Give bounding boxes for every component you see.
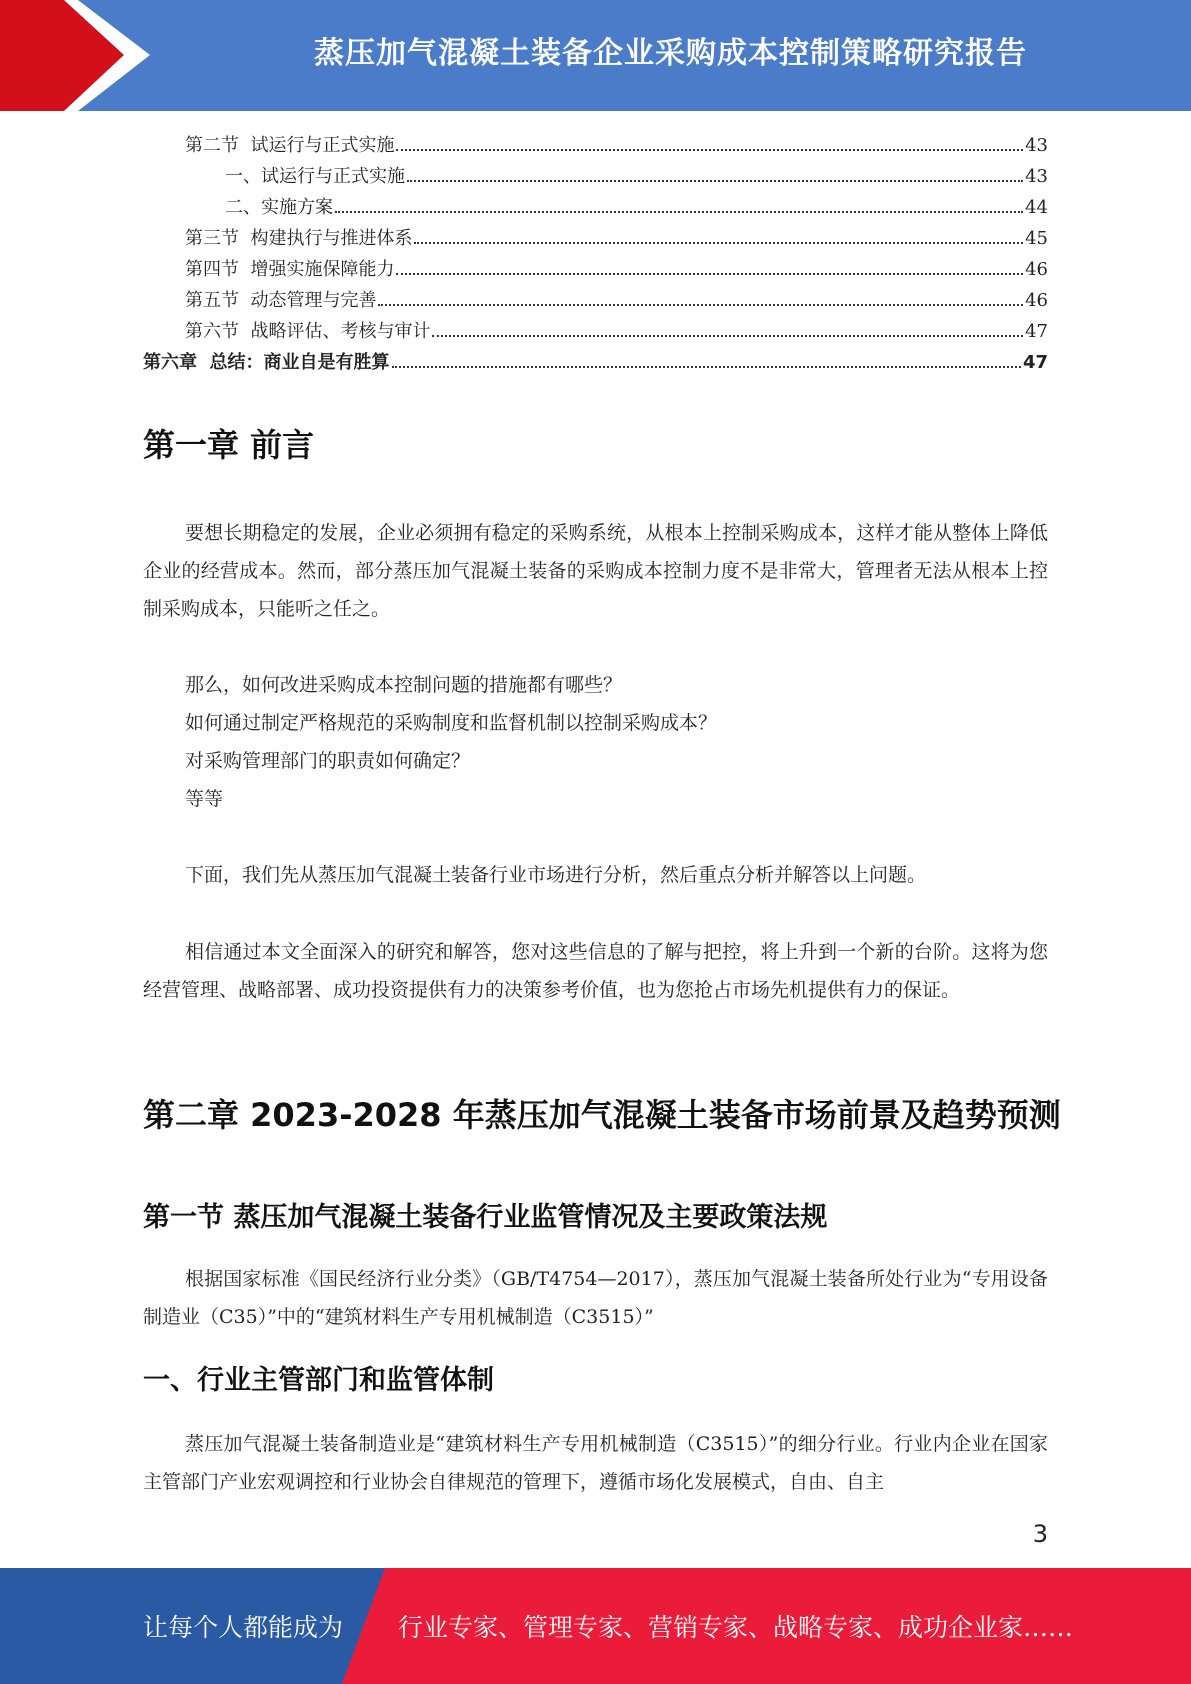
- toc-entry[interactable]: [143, 223, 1048, 254]
- toc-dot-leader: [335, 211, 1023, 213]
- toc-dot-leader: [396, 149, 1023, 151]
- toc-dot-leader: [432, 335, 1023, 337]
- toc-entry[interactable]: [143, 285, 1048, 316]
- toc-entry[interactable]: [143, 254, 1048, 285]
- toc-entry[interactable]: [143, 130, 1048, 161]
- section-1-heading: 第一节 蒸压加气混凝土装备行业监管情况及主要政策法规: [143, 1202, 828, 1233]
- page-footer: [0, 1568, 1191, 1684]
- toc-entry-label: 第五节 动态管理与完善: [185, 290, 377, 311]
- toc-entry-page: 47: [1022, 352, 1048, 373]
- toc-entry-label: 一、试运行与正式实施: [225, 166, 405, 187]
- toc-entry-page: 45: [1025, 228, 1048, 249]
- toc-dot-leader: [407, 180, 1023, 182]
- toc-entry-page: 47: [1025, 321, 1048, 342]
- question-line-2: 如何通过制定严格规范的采购制度和监督机制以控制采购成本？: [185, 712, 718, 734]
- toc-entry-page: 43: [1025, 135, 1048, 156]
- question-line-4: 等等: [185, 788, 224, 810]
- chapter-1-heading: 第一章 前言: [143, 426, 315, 464]
- subsection-1-paragraph: 蒸压加气混凝土装备制造业是“建筑材料生产专用机械制造（C3515）”的细分行业。行业内企业在国家主管部门产业宏观调控和行业协会自律规范的管理下，遵循市场化发展模式，自由、自主: [143, 1433, 1048, 1493]
- toc-dot-leader: [378, 304, 1023, 306]
- toc-entry-page: 43: [1025, 166, 1048, 187]
- toc-entry-page: 46: [1025, 259, 1048, 280]
- chapter-1-paragraph-2: 下面，我们先从蒸压加气混凝土装备行业市场进行分析，然后重点分析并解答以上问题。: [185, 864, 927, 886]
- toc-entry-label: 二、实施方案: [225, 197, 333, 218]
- chapter-1-paragraph-1: 要想长期稳定的发展，企业必须拥有稳定的采购系统，从根本上控制采购成本，这样才能从整体上降低企业的经营成本。然而，部分蒸压加气混凝土装备的采购成本控制力度不是非常大，管理者无法从根本上控制采购成本，只能听之任之。: [143, 522, 1048, 620]
- chapter-2-heading: 第二章 2023-2028 年蒸压加气混凝土装备市场前景及趋势预测: [143, 1096, 1061, 1134]
- header-chevron-decoration: [0, 0, 160, 111]
- toc-dot-leader: [392, 366, 1021, 368]
- toc-dot-leader: [414, 242, 1023, 244]
- chapter-1-paragraph-3: 相信通过本文全面深入的研究和解答，您对这些信息的了解与把控，将上升到一个新的台阶。这将为您经营管理、战略部署、成功投资提供有力的决策参考价值，也为您抢占市场先机提供有力的保证。: [143, 941, 1048, 1001]
- toc-entry[interactable]: [143, 347, 1048, 378]
- section-1-paragraph: 根据国家标准《国民经济行业分类》（GB/T4754—2017），蒸压加气混凝土装备所处行业为“专用设备制造业（C35）”中的“建筑材料生产专用机械制造（C3515）”: [143, 1268, 1048, 1328]
- toc-entry[interactable]: [143, 192, 1048, 223]
- toc-entry-page: 46: [1025, 290, 1048, 311]
- toc-entry-label: 第三节 构建执行与推进体系: [185, 228, 413, 249]
- table-of-contents: [143, 130, 1048, 378]
- header-title: 蒸压加气混凝土装备企业采购成本控制策略研究报告: [314, 36, 1027, 71]
- footer-slogan-left: 让每个人都能成为: [143, 1613, 344, 1642]
- toc-entry-page: 44: [1025, 197, 1048, 218]
- question-line-1: 那么，如何改进采购成本控制问题的措施都有哪些？: [185, 674, 623, 696]
- question-line-3: 对采购管理部门的职责如何确定？: [185, 750, 471, 772]
- page-header: [0, 0, 1191, 111]
- toc-entry-label: 第六章 总结：商业自是有胜算: [143, 352, 390, 373]
- toc-entry-label: 第四节 增强实施保障能力: [185, 259, 395, 280]
- subsection-1-heading: 一、行业主管部门和监管体制: [143, 1365, 494, 1396]
- footer-slogan-right: 行业专家、管理专家、营销专家、战略专家、成功企业家……: [398, 1613, 1074, 1642]
- toc-entry-label: 第六节 战略评估、考核与审计: [185, 321, 431, 342]
- page-number: 3: [1032, 1520, 1048, 1548]
- toc-dot-leader: [396, 273, 1023, 275]
- toc-entry[interactable]: [143, 161, 1048, 192]
- toc-entry[interactable]: [143, 316, 1048, 347]
- toc-entry-label: 第二节 试运行与正式实施: [185, 135, 395, 156]
